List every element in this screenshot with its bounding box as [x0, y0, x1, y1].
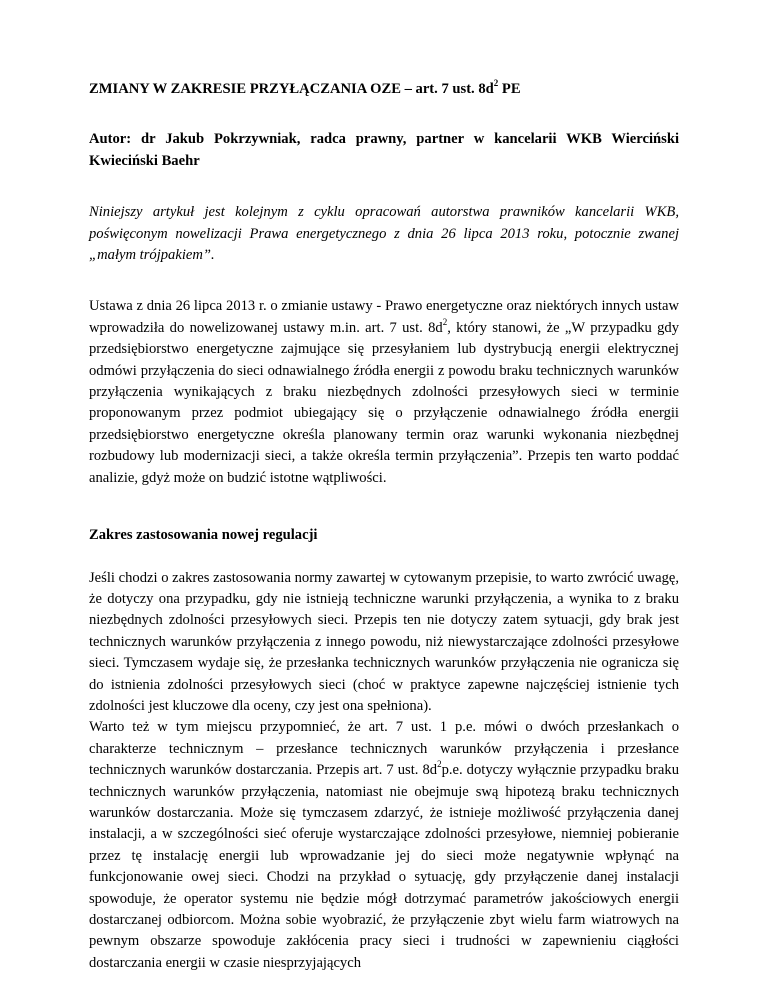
paragraph-statute-quote-start: Ustawa z dnia 26 lipca 2013 r. o zmianie ustawy - Prawo energetyczne oraz niektórych innych ustaw wprowadziła do nowelizowanej ustawy m.in. art. 7 ust. 8d [89, 298, 679, 336]
author-line: Autor: dr Jakub Pokrzywniak, radca prawny, partner w kancelarii WKB Wierciński Kwieciński Baehr [89, 131, 679, 169]
paragraph-scope-superscript: 2 [437, 759, 442, 770]
paragraph-statute-quote [89, 296, 679, 489]
paragraph-scope-first: Jeśli chodzi o zakres zastosowania normy zawartej w cytowanym przepisie, to warto zwrócić uwagę, że dotyczy ona przypadku, gdy nie istnieją techniczne warunki przyłączenia, a wynika to z braku niezbędnych zdolności przesyłowych sieci. Przepis ten nie dotyczy zatem sytuacji, gdy brak jest technicznych warunków przyłączenia z innego powodu, niż niewystarczające zdolności przesyłowe sieci. Tymczasem wydaje się, że przesłanka technicznych warunków przyłączenia nie ogranicza się do istnienia zdolności przesyłowych sieci (choć w praktyce zapewne najczęściej istnienie tych zdolności jest kluczowe dla oceny, czy jest ona spełniona). [89, 569, 679, 714]
intro-paragraph: Niniejszy artykuł jest kolejnym z cyklu opracowań autorstwa prawników kancelarii WKB, poświęconym nowelizacji Prawa energetycznego z dnia 26 lipca 2013 roku, potocznie zwanej „małym trójpakiem”. [89, 204, 679, 264]
section-heading: Zakres zastosowania nowej regulacji [89, 527, 318, 544]
article-body [89, 79, 679, 974]
article-title-superscript: 2 [493, 78, 499, 89]
paragraph-statute-superscript: 2 [442, 316, 448, 327]
paragraph-statute-quote-rest: , który stanowi, że „W przypadku gdy przedsiębiorstwo energetyczne zajmujące się przesyłaniem lub dystrybucją energii elektrycznej odmówi przyłączenia do sieci odnawialnego źródła energii z powodu braku technicznych warunków przyłączenia wynikających z braku niezbędnych zdolności przesyłowych sieci w terminie proponowanym przez podmiot ubiegający się o przyłączenie odnawialnego źródła energii przedsiębiorstwo energetyczne określa planowany termin oraz warunki wykonania niezbędnej rozbudowy lub modernizacji sieci, a także określa termin przyłączenia”. Przepis ten warto poddać analizie, gdyż może on budzić istotne wątpliwości. [89, 319, 679, 486]
article-title-text: ZMIANY W ZAKRESIE PRZYŁĄCZANIA OZE – art. 7 ust. 8d [89, 81, 494, 97]
article-title-suffix: PE [498, 81, 521, 97]
paragraph-scope-second: Warto też w tym miejscu przypomnieć, że art. 7 ust. 1 p.e. mówi o dwóch przesłankach o charakterze technicznym – przesłance technicznych warunków przyłączenia i przesłance technicznych warunków dostarczania. Przepis art. 7 ust. 8d [89, 719, 679, 779]
paragraph-scope-third: p.e. dotyczy wyłącznie przypadku braku technicznych warunków przyłączenia, natomiast nie obejmuje swą hipotezą braku technicznych warunków dostarczania. Może się tymczasem zdarzyć, że istnieje możliwość przyłączenia danej instalacji, a w szczególności sieć oferuje wystarczające zdolności przesyłowe, niemniej pobieranie przez tę instalację energii lub wprowadzanie jej do sieci może negatywnie wpłynąć na funkcjonowanie owej sieci. Chodzi na przykład o sytuację, gdy przyłączenie danej instalacji spowoduje, że operator systemu nie będzie mógł dotrzymać parametrów jakościowych energii dostarczanej odbiorcom. Można sobie wyobrazić, że przyłączenie zbyt wielu farm wiatrowych na pewnym obszarze spowoduje zakłócenia pracy sieci i trudności w zapewnieniu ciągłości dostarczania energii w czasie niesprzyjających [89, 762, 679, 971]
article-title [89, 79, 679, 100]
paragraph-scope [89, 568, 679, 975]
